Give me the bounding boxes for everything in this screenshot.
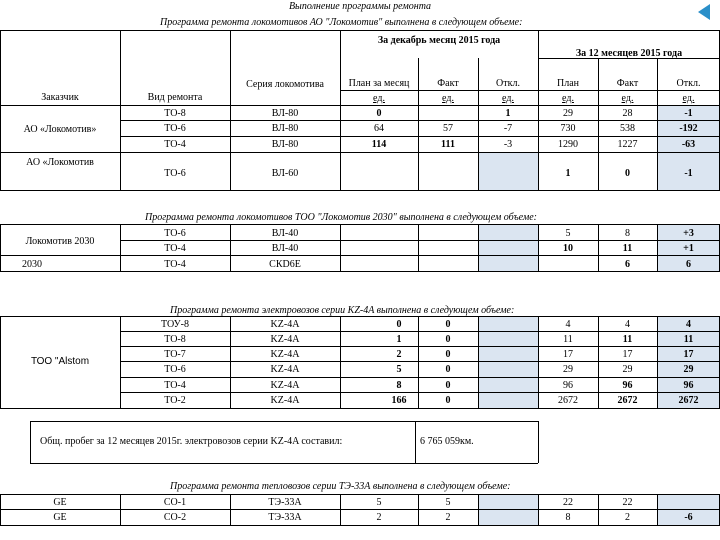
col-plan-12: План — [556, 78, 579, 89]
deviation-12: +3 — [683, 228, 694, 239]
series: СКD6Е — [269, 259, 301, 270]
repair-type: ТО-6 — [164, 123, 186, 134]
customer-name: ТОО "Alstom — [30, 356, 90, 367]
plan-month: 166 — [391, 395, 407, 406]
plan-month: 5 — [376, 497, 382, 508]
fact: 57 — [443, 123, 453, 134]
col-customer: Заказчик — [41, 92, 79, 103]
repair-type: ТО-4 — [164, 243, 186, 254]
series: KZ-4A — [270, 319, 300, 330]
fact-12: 29 — [622, 364, 633, 375]
section1-heading: Программа ремонта локомотивов АО "Локомотив" выполнена в следующем объеме: — [160, 17, 523, 28]
repair-type: СО-2 — [163, 512, 187, 523]
col-deviation: Откл. — [496, 78, 520, 89]
repair-type: ТО-8 — [164, 334, 186, 345]
plan-month: 2 — [376, 512, 382, 523]
customer-name: АО «Локомотив» — [23, 124, 97, 135]
fact-12: 538 — [620, 123, 635, 134]
period-december: За декабрь месяц 2015 года — [377, 35, 501, 46]
repair-type: ТОУ-8 — [160, 319, 190, 330]
plan-month: 8 — [396, 380, 402, 391]
fact-12: 96 — [622, 380, 633, 391]
col-fact-12: Факт — [616, 78, 639, 89]
fact: 0 — [445, 319, 451, 330]
plan-month: 1 — [396, 334, 402, 345]
deviation-12: -1 — [684, 108, 693, 119]
deviation: -7 — [503, 123, 513, 134]
deviation-12: -6 — [684, 512, 693, 523]
col-plan-month: План за месяц — [348, 78, 410, 89]
fact-12: 17 — [622, 349, 633, 360]
unit-label: ед. — [682, 93, 695, 104]
plan-month: 64 — [374, 123, 384, 134]
plan-12: 22 — [563, 497, 573, 508]
series: ТЭ-33А — [268, 512, 302, 523]
repair-type: ТО-2 — [164, 395, 186, 406]
repair-type: ТО-4 — [164, 139, 186, 150]
plan-12: 1290 — [558, 139, 578, 150]
plan-month: 0 — [396, 319, 402, 330]
deviation-12: -1 — [684, 168, 693, 179]
series: ВЛ-80 — [271, 123, 299, 134]
deviation: -3 — [503, 139, 513, 150]
col-deviation-12: Откл. — [676, 78, 701, 89]
fact: 2 — [445, 512, 451, 523]
col-repair-type: Вид ремонта — [147, 92, 203, 103]
customer-name: GE — [53, 512, 67, 523]
plan-12: 96 — [563, 380, 573, 391]
deviation-12: 29 — [683, 364, 694, 375]
plan-12: 29 — [563, 364, 573, 375]
fact: 0 — [445, 334, 451, 345]
fact: 0 — [445, 349, 451, 360]
fact-12: 6 — [625, 259, 630, 270]
plan-12: 2672 — [558, 395, 578, 406]
fact-12: 11 — [622, 334, 633, 345]
deviation: 1 — [505, 108, 511, 119]
unit-label: ед. — [562, 93, 574, 104]
fact-12: 2 — [625, 512, 630, 523]
period-12-months: За 12 месяцев 2015 года — [575, 48, 683, 59]
repair-type: СО-1 — [163, 497, 187, 508]
plan-month: 0 — [376, 108, 382, 119]
deviation-12: 17 — [683, 349, 694, 360]
customer-name: АО «Локомотив — [26, 157, 94, 168]
fact-12: 11 — [622, 243, 633, 254]
unit-label: ед. — [621, 93, 634, 104]
repair-type: ТО-8 — [164, 108, 186, 119]
series: KZ-4A — [270, 349, 300, 360]
plan-month: 114 — [371, 139, 387, 150]
series: ВЛ-80 — [271, 108, 299, 119]
plan-month: 5 — [396, 364, 402, 375]
series: ВЛ-80 — [271, 139, 299, 150]
repair-type: ТО-4 — [164, 259, 186, 270]
series: KZ-4A — [270, 334, 300, 345]
customer-name: GE — [53, 497, 67, 508]
fact: 5 — [445, 497, 451, 508]
col-fact: Факт — [437, 78, 459, 89]
deviation-12: 4 — [686, 319, 691, 330]
deviation-12: 11 — [683, 334, 694, 345]
col-series: Серия локомотива — [246, 79, 324, 90]
series: KZ-4A — [270, 380, 300, 391]
fact-12: 0 — [625, 168, 630, 179]
fact-12: 28 — [622, 108, 633, 119]
section4-heading: Программа ремонта тепловозов серии ТЭ-33А выполнена в следующем объеме: — [170, 481, 511, 492]
page-title: Выполнение программы ремонта — [288, 1, 432, 12]
plan-12: 730 — [560, 123, 576, 134]
repair-type: ТО-4 — [164, 380, 186, 391]
series: KZ-4A — [270, 364, 300, 375]
fact: 0 — [445, 364, 451, 375]
section2-heading: Программа ремонта локомотивов ТОО "Локомотив 2030" выполнена в следующем объеме: — [145, 212, 537, 223]
fact: 111 — [441, 139, 455, 150]
section3-heading: Программа ремонта электровозов серии KZ-4A выполнена в следующем объеме: — [170, 305, 515, 316]
fact: 0 — [445, 380, 451, 391]
fact-12: 1227 — [617, 139, 638, 150]
deviation-12: +1 — [683, 243, 694, 254]
plan-12: 17 — [563, 349, 573, 360]
repair-type: ТО-6 — [164, 364, 186, 375]
series: KZ-4A — [270, 395, 300, 406]
plan-12: 5 — [565, 228, 571, 239]
repair-type: ТО-6 — [164, 228, 186, 239]
repair-type: ТО-6 — [164, 168, 186, 179]
unit-label: ед. — [502, 93, 514, 104]
fact: 0 — [445, 395, 451, 406]
plan-12: 1 — [565, 168, 571, 179]
unit-label: ед. — [373, 93, 385, 104]
deviation-12: -63 — [681, 139, 696, 150]
plan-12: 8 — [565, 512, 571, 523]
plan-month: 2 — [396, 349, 402, 360]
mileage-value: 6 765 059км. — [420, 436, 474, 447]
series: ВЛ-40 — [271, 243, 299, 254]
plan-12: 10 — [563, 243, 573, 254]
fact-12: 2672 — [617, 395, 638, 406]
plan-12: 11 — [563, 334, 573, 345]
customer-name: Локомотив 2030 — [25, 236, 95, 247]
deviation-12: 6 — [686, 259, 691, 270]
fact-12: 8 — [625, 228, 630, 239]
fact-12: 4 — [625, 319, 630, 330]
plan-12: 29 — [563, 108, 573, 119]
customer-name: 2030 — [22, 259, 42, 270]
series: ВЛ-60 — [271, 168, 299, 179]
plan-12: 4 — [565, 319, 571, 330]
deviation-12: 2672 — [678, 395, 699, 406]
deviation-12: -192 — [679, 123, 698, 134]
series: ТЭ-33А — [268, 497, 302, 508]
mileage-label: Общ. пробег за 12 месяцев 2015г. электровозов серии KZ-4A составил: — [40, 436, 343, 447]
fact-12: 22 — [622, 497, 633, 508]
repair-type: ТО-7 — [164, 349, 186, 360]
unit-label: ед. — [442, 93, 454, 104]
deviation-12: 96 — [683, 380, 694, 391]
series: ВЛ-40 — [271, 228, 299, 239]
